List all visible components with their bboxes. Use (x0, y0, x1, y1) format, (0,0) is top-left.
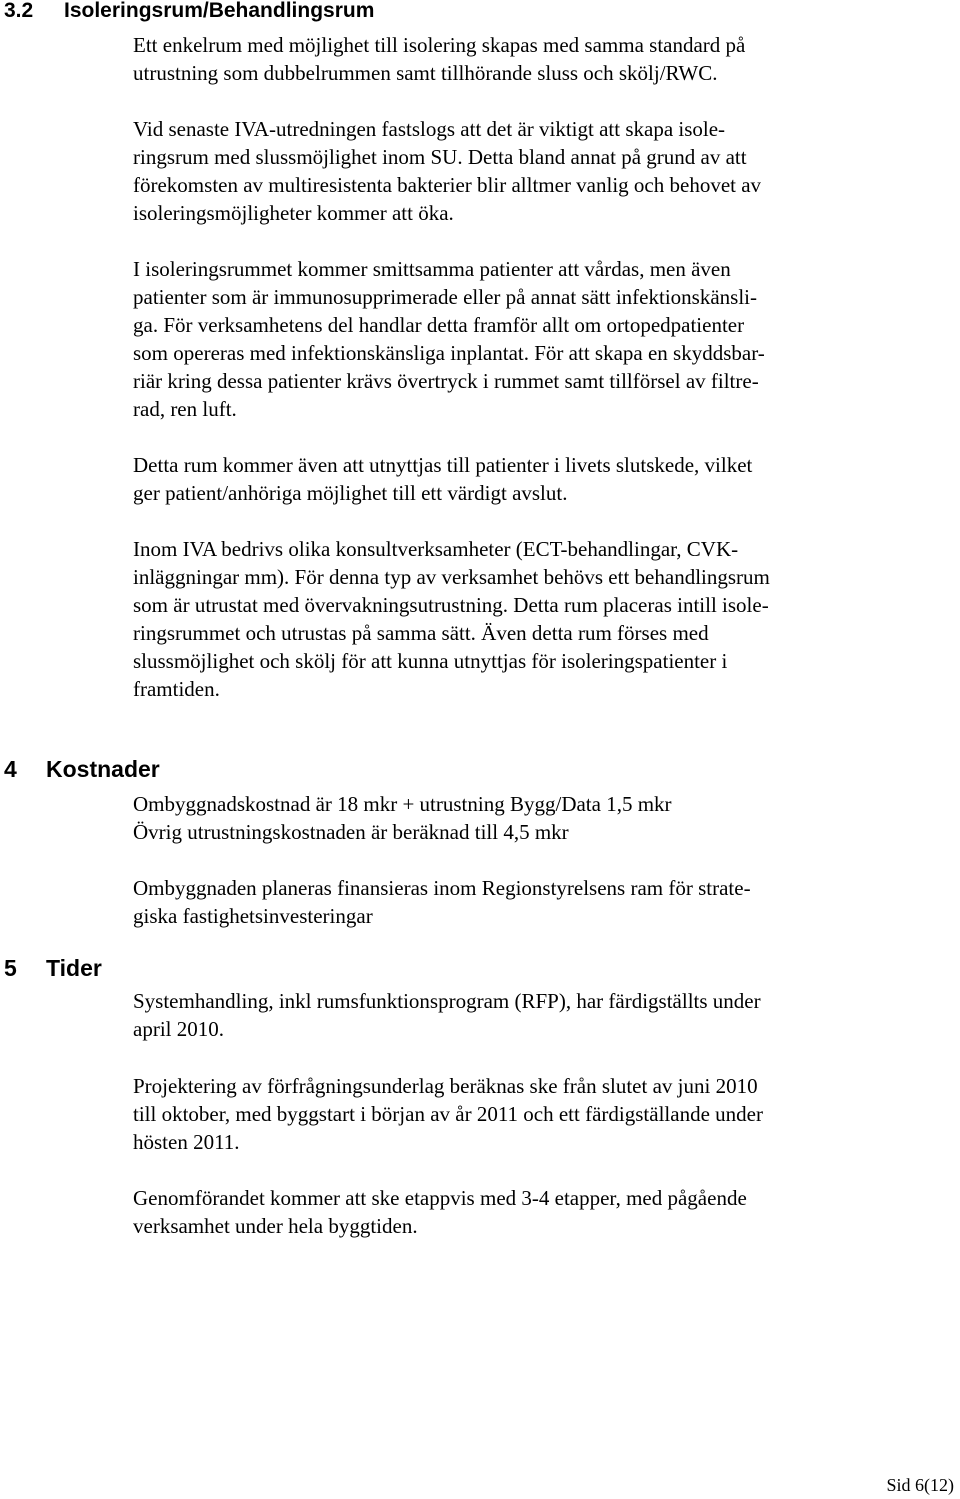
section-title: Kostnader (46, 756, 160, 782)
text-line: slussmöjlighet och skölj för att kunna utnyttjas för isoleringspatienter i (133, 649, 728, 673)
text-line: patienter som är immunosupprimerade eller på annat sätt infektionskänsli- (133, 285, 757, 309)
paragraph (133, 1072, 763, 1156)
paragraph (133, 1184, 747, 1240)
text-line: riär kring dessa patienter krävs övertryck i rummet samt tillförsel av filtre- (133, 369, 759, 393)
text-line: isoleringsmöjligheter kommer att öka. (133, 201, 454, 225)
text-line: till oktober, med byggstart i början av år 2011 och ett färdigställande under (133, 1102, 763, 1126)
page-number: Sid 6(12) (886, 1475, 954, 1495)
paragraph (133, 451, 752, 507)
paragraph (133, 874, 751, 930)
section-heading-5 (4, 954, 102, 982)
text-line: ringsrum med slussmöjlighet inom SU. Detta bland annat på grund av att (133, 145, 747, 169)
text-line: Övrig utrustningskostnaden är beräknad till 4,5 mkr (133, 820, 569, 844)
paragraph (133, 535, 770, 703)
paragraph (133, 987, 761, 1043)
text-line: verksamhet under hela byggtiden. (133, 1214, 418, 1238)
text-line: ga. För verksamhetens del handlar detta framför allt om ortopedpatienter (133, 313, 745, 337)
text-line: Ombyggnadskostnad är 18 mkr + utrustning Bygg/Data 1,5 mkr (133, 792, 672, 816)
text-line: Genomförandet kommer att ske etappvis med 3-4 etapper, med pågående (133, 1186, 747, 1210)
text-line: Detta rum kommer även att utnyttjas till patienter i livets slutskede, vilket (133, 453, 753, 477)
text-line: hösten 2011. (133, 1130, 240, 1154)
text-line: som opereras med infektionskänsliga inplantat. För att skapa en skyddsbar- (133, 341, 765, 365)
text-line: Systemhandling, inkl rumsfunktionsprogram (RFP), har färdigställts under (133, 989, 761, 1013)
section-number: 4 (4, 756, 17, 782)
section-title: Isoleringsrum/Behandlingsrum (64, 0, 375, 22)
text-line: som är utrustat med övervakningsutrustning. Detta rum placeras intill isole- (133, 593, 769, 617)
text-line: Ett enkelrum med möjlighet till isolering skapas med samma standard på (133, 33, 746, 57)
paragraph (133, 255, 765, 423)
text-line: framtiden. (133, 677, 220, 701)
text-line: april 2010. (133, 1017, 224, 1041)
text-line: Ombyggnaden planeras finansieras inom Regionstyrelsens ram för strate- (133, 876, 751, 900)
section-heading-4 (4, 755, 160, 783)
section-number: 5 (4, 955, 17, 981)
paragraph (133, 790, 672, 846)
text-line: ger patient/anhöriga möjlighet till ett värdigt avslut. (133, 481, 568, 505)
section-heading-3-2 (4, 0, 374, 24)
text-line: förekomsten av multiresistenta bakterier blir alltmer vanlig och behovet av (133, 173, 762, 197)
text-line: Inom IVA bedrivs olika konsultverksamheter (ECT-behandlingar, CVK- (133, 537, 739, 561)
text-line: I isoleringsrummet kommer smittsamma patienter att vårdas, men även (133, 257, 731, 281)
text-line: Vid senaste IVA-utredningen fastslogs att det är viktigt att skapa isole- (133, 117, 726, 141)
text-line: Projektering av förfrågningsunderlag beräknas ske från slutet av juni 2010 (133, 1074, 758, 1098)
text-line: rad, ren luft. (133, 397, 237, 421)
text-line: giska fastighetsinvesteringar (133, 904, 373, 928)
text-line: ringsrummet och utrustas på samma sätt. Även detta rum förses med (133, 621, 709, 645)
text-line: utrustning som dubbelrummen samt tillhörande sluss och skölj/RWC. (133, 61, 718, 85)
section-title: Tider (46, 955, 102, 981)
section-number: 3.2 (4, 0, 34, 22)
paragraph (133, 31, 745, 87)
paragraph (133, 115, 761, 227)
text-line: inläggningar mm). För denna typ av verksamhet behövs ett behandlingsrum (133, 565, 770, 589)
